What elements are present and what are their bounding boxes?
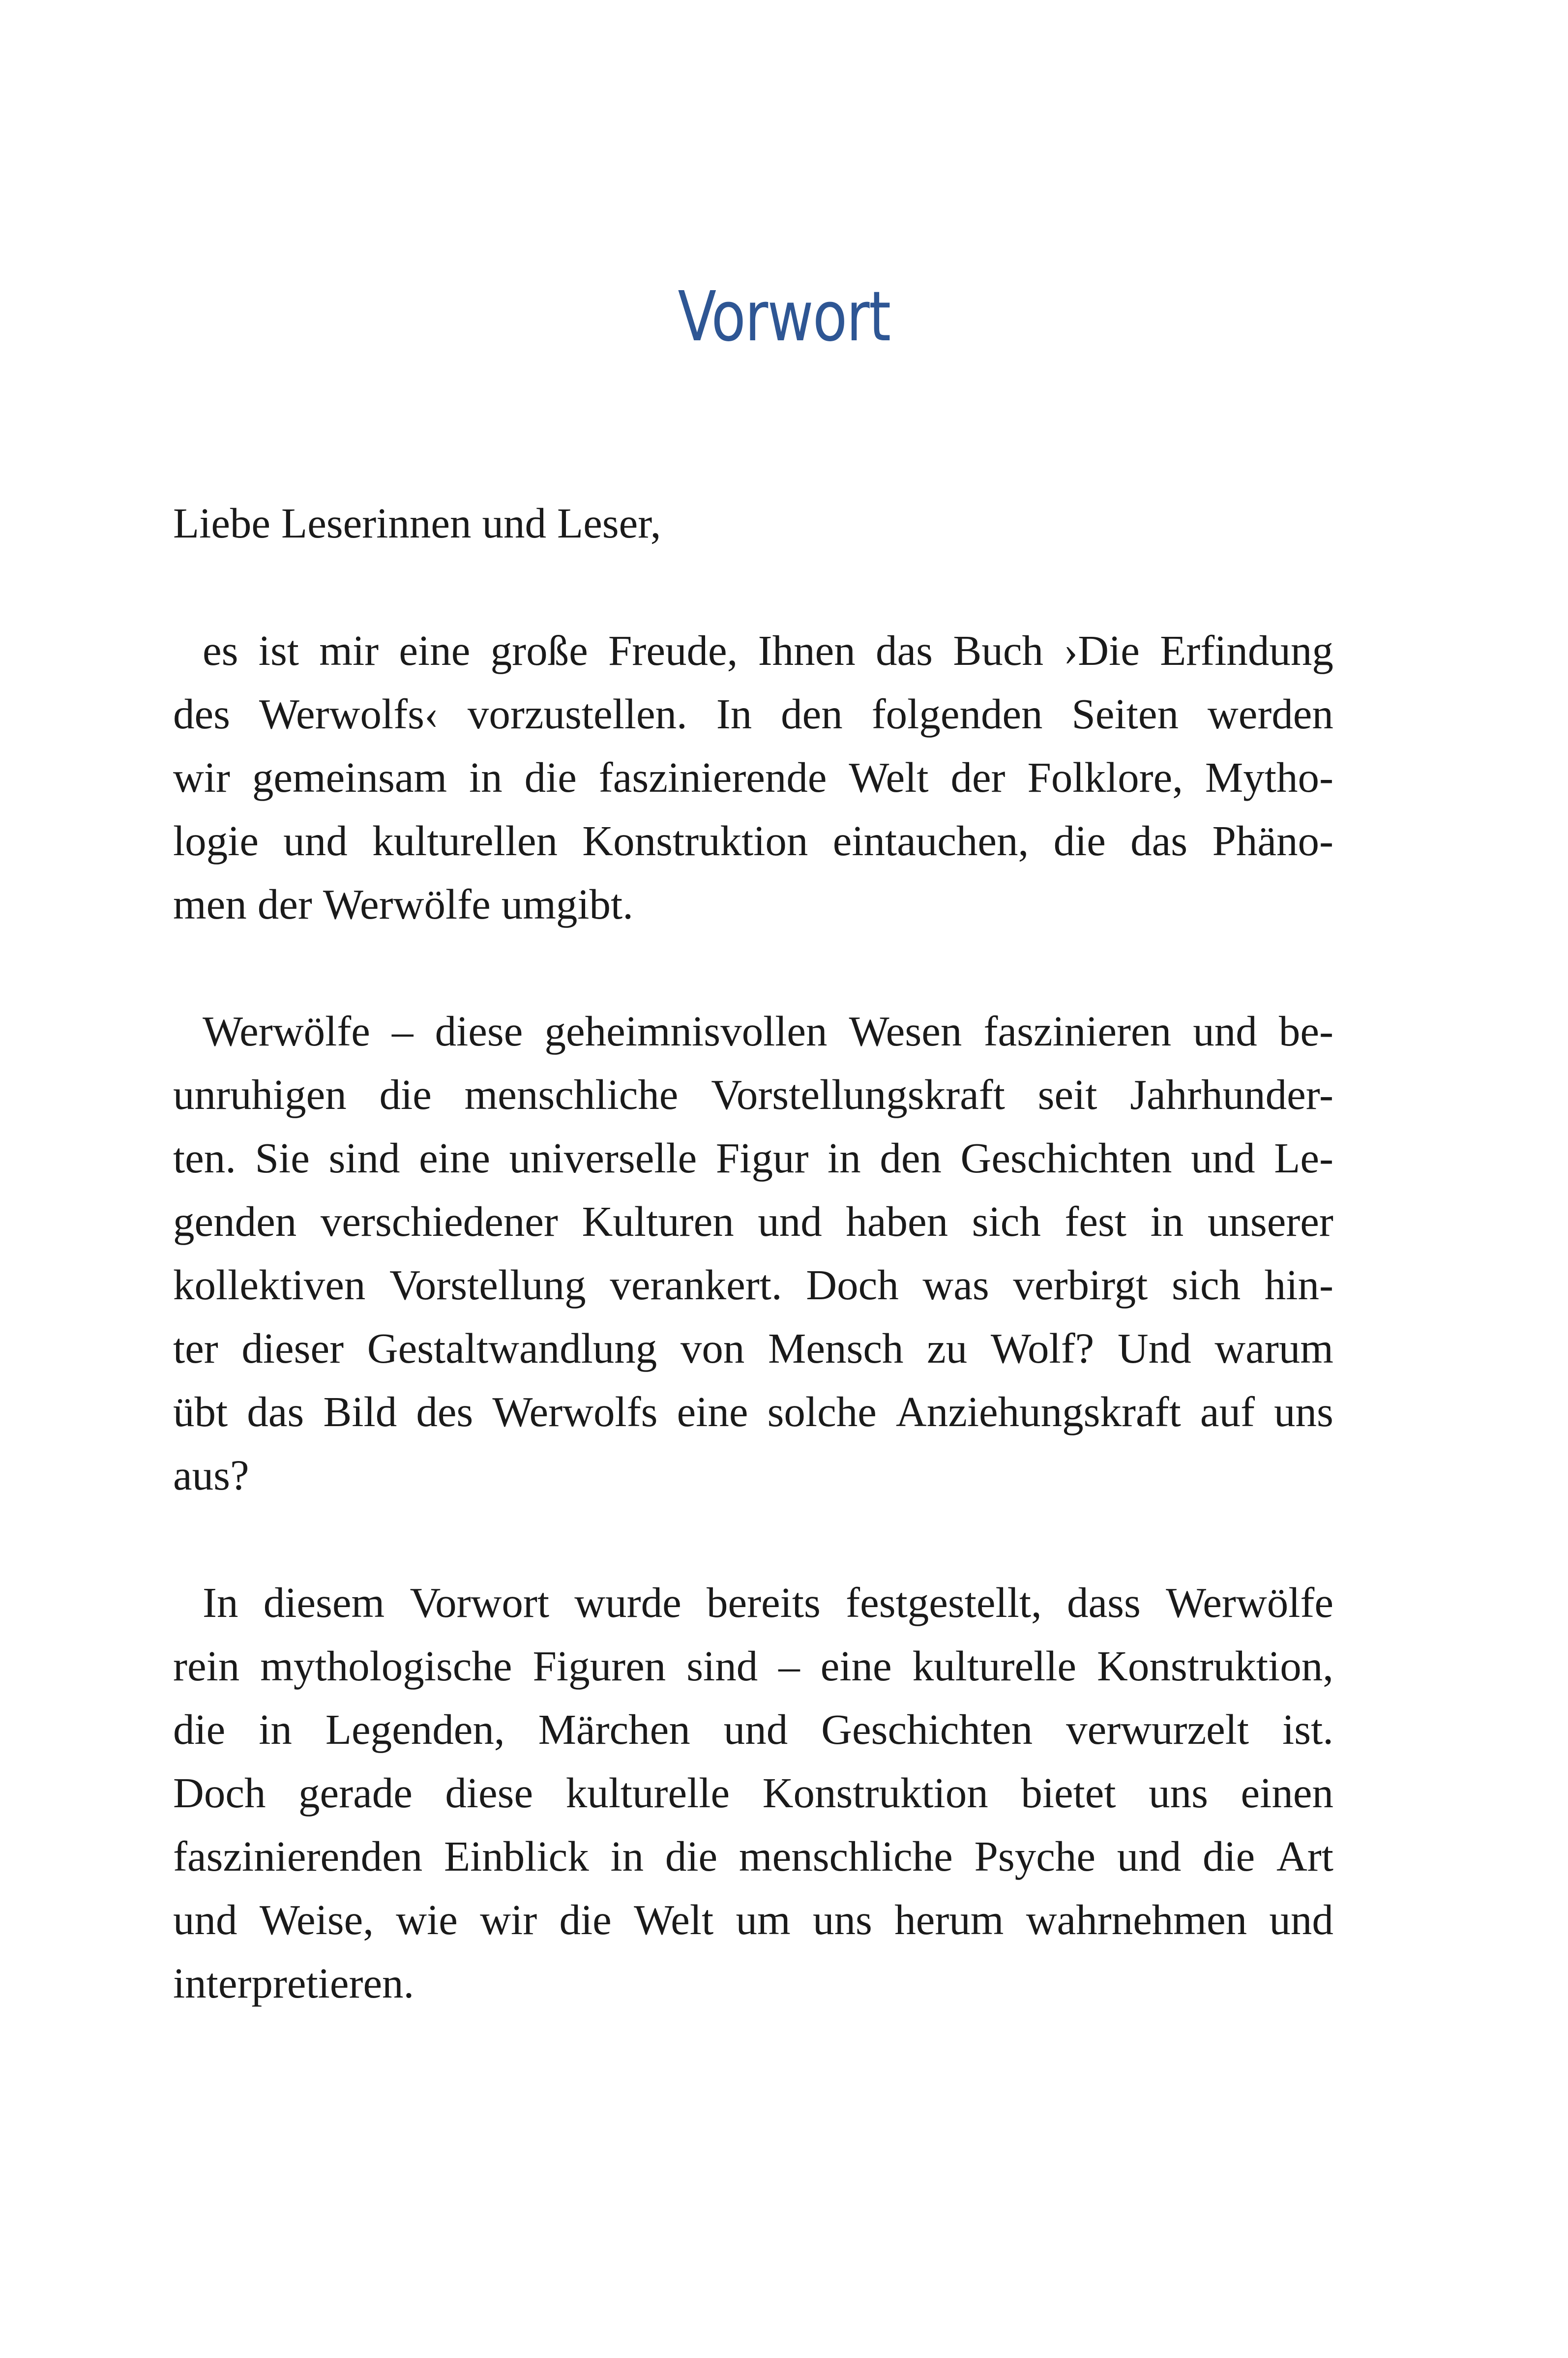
text-line: Werwölfe – diese geheimnisvollen Wesen faszinieren und be-: [203, 1007, 1333, 1055]
text-line: es ist mir eine große Freude, Ihnen das Buch ›Die Erfindung: [203, 627, 1333, 674]
text-line: genden verschiedener Kulturen und haben sich fest in unserer: [173, 1197, 1333, 1245]
text-line: ten. Sie sind eine universelle Figur in den Geschichten und Le-: [173, 1134, 1333, 1182]
text-line: men der Werwölfe umgibt.: [173, 880, 633, 928]
text-line: übt das Bild des Werwolfs eine solche Anziehungskraft auf uns: [173, 1388, 1333, 1435]
text-line: faszinierenden Einblick in die menschliche Psyche und die Art: [173, 1832, 1333, 1880]
text-line: interpretieren.: [173, 1959, 414, 2007]
text-line: aus?: [173, 1451, 249, 1499]
text-line: In diesem Vorwort wurde bereits festgestellt, dass Werwölfe: [203, 1579, 1333, 1626]
salutation-line: Liebe Leserinnen und Leser,: [173, 499, 661, 547]
text-line: kollektiven Vorstellung verankert. Doch was verbirgt sich hin-: [173, 1261, 1333, 1309]
paragraph-2: [173, 999, 1333, 1507]
chapter-title: Vorwort: [678, 277, 890, 357]
salutation: [173, 491, 1333, 555]
text-line: unruhigen die menschliche Vorstellungskraft seit Jahrhunder-: [173, 1071, 1333, 1118]
text-line: wir gemeinsam in die faszinierende Welt der Folklore, Mytho-: [173, 753, 1333, 801]
text-line: Doch gerade diese kulturelle Konstruktion bietet uns einen: [173, 1769, 1333, 1817]
text-line: und Weise, wie wir die Welt um uns herum wahrnehmen und: [173, 1896, 1333, 1943]
text-line: ter dieser Gestaltwandlung von Mensch zu Wolf? Und warum: [173, 1324, 1333, 1372]
text-line: rein mythologische Figuren sind – eine kulturelle Konstruktion,: [173, 1642, 1333, 1690]
text-line: logie und kulturellen Konstruktion eintauchen, die das Phäno-: [173, 817, 1333, 865]
text-line: die in Legenden, Märchen und Geschichten verwurzelt ist.: [173, 1705, 1333, 1753]
text-line: des Werwolfs‹ vorzustellen. In den folgenden Seiten werden: [173, 690, 1333, 738]
paragraph-3: [173, 1571, 1333, 2015]
paragraph-1: [173, 619, 1333, 936]
